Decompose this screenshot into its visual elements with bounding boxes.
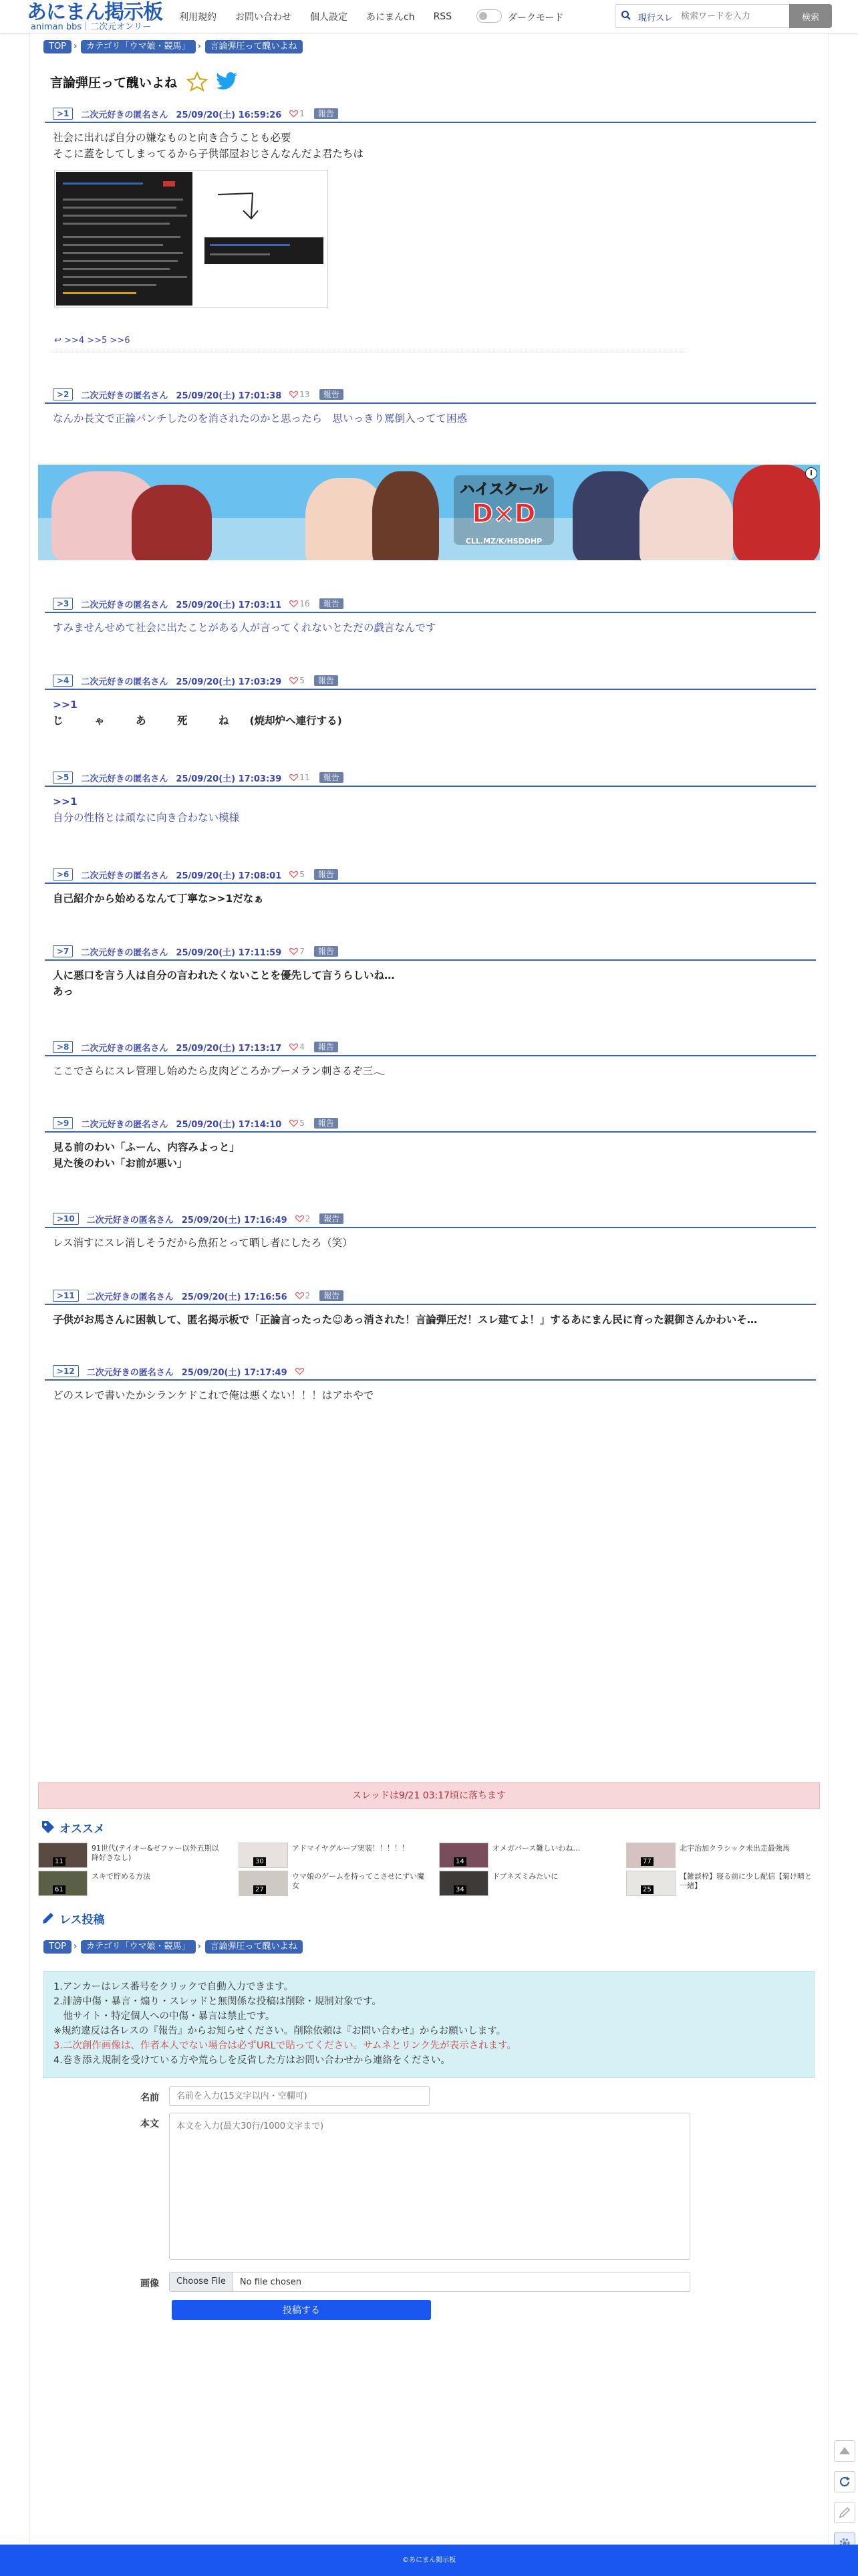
comment-count: 30 [253, 1857, 266, 1866]
heart-icon [289, 110, 298, 118]
posting-rules [43, 1971, 815, 2078]
post-date: 25/09/20(土) 16:59:26 [176, 110, 282, 120]
ad-url: CLL.MZ/K/HSDDHP [465, 537, 543, 546]
post-date: 25/09/20(土) 17:17:49 [181, 1367, 287, 1378]
recommend-title-text: 91世代(テイオー&ゼファー以外五期以降好きなし) [92, 1844, 219, 1862]
heart-icon [289, 1043, 298, 1051]
breadcrumb-bottom [43, 1939, 312, 1955]
recommend-heading [41, 1819, 105, 1836]
report-button[interactable]: 報告 [314, 675, 338, 686]
post-line: あっ [53, 985, 74, 998]
post-number[interactable]: >7 [53, 945, 73, 957]
post-number[interactable]: >2 [53, 388, 73, 400]
like-count: 5 [299, 870, 305, 879]
post-header [45, 1042, 816, 1056]
post-number[interactable]: >4 [53, 675, 73, 687]
post-line: レス消すにスレ消しそうだから魚拓とって晒し者にしたろ（笑） [53, 1237, 353, 1249]
like-button[interactable] [289, 1042, 305, 1052]
post-3 [45, 598, 816, 638]
rule-line: 1.アンカーはレス番号をクリックで自動入力できます。 [53, 1982, 294, 1992]
nav-contact[interactable]: お問い合わせ [235, 12, 291, 23]
reload-icon [837, 2474, 852, 2489]
reply-anchor[interactable]: >>1 [53, 796, 78, 808]
logo-subtitle: animan bbs｜二次元オンリー [31, 22, 152, 32]
twitter-share-icon[interactable] [216, 72, 239, 92]
poster-name: 二次元好きの匿名さん [81, 600, 168, 610]
rule-line: 4.巻き添え規制を受けている方や荒らしを反省した方はお問い合わせから連絡をください。 [53, 2055, 450, 2066]
post-number[interactable]: >11 [53, 1290, 79, 1302]
heart-icon [289, 774, 298, 782]
like-button[interactable] [289, 1119, 305, 1128]
dark-mode-toggle[interactable] [476, 9, 502, 23]
nav-terms[interactable]: 利用規約 [179, 12, 217, 23]
post-4 [45, 675, 816, 729]
post-body [45, 1235, 816, 1251]
nav-settings[interactable]: 個人設定 [310, 12, 347, 23]
post-body [45, 130, 816, 162]
like-count: 7 [299, 947, 305, 956]
post-body [45, 1312, 816, 1328]
nav-animanch[interactable]: あにまんch [366, 12, 415, 23]
poster-name: 二次元好きの匿名さん [81, 774, 168, 784]
like-button[interactable] [289, 870, 305, 879]
search-box [615, 4, 831, 28]
recommend-title-text: スキで貯める方法 [92, 1872, 150, 1881]
report-button[interactable]: 報告 [314, 108, 338, 119]
post-header [45, 108, 816, 123]
post-number[interactable]: >6 [53, 868, 73, 881]
post-6 [45, 869, 816, 909]
post-line: 人に悪口を言う人は自分の言われたくないことを優先して言うらしいね… [53, 969, 395, 981]
post-header [45, 869, 816, 884]
comment-count: 77 [641, 1857, 654, 1866]
post-line: ここでさらにスレ管理し始めたら皮肉どころかブーメラン刺さるぞ三𓂃 [53, 1065, 386, 1077]
recommend-title: オススメ [59, 1822, 105, 1836]
like-button[interactable] [295, 1367, 305, 1375]
like-button[interactable] [289, 390, 309, 399]
heart-icon [295, 1292, 304, 1300]
ad-info-icon[interactable]: i [805, 467, 817, 479]
post-line: 社会に出れば自分の嫌なものと向き合うことも必要 [53, 132, 291, 144]
search-button[interactable]: 検索 [789, 4, 832, 28]
logo-title: あにまん掲示板 [27, 1, 162, 24]
svg-text:ハイスクール: ハイスクール [460, 481, 548, 498]
post-line: そこに蓋をしてしまってるから子供部屋おじさんなんだよ君たちは [53, 148, 364, 160]
post-header [45, 1366, 816, 1381]
post-line: 見た後のわい「お前が悪い」 [53, 1157, 188, 1169]
footer: ©あにまん掲示板 [0, 2545, 858, 2576]
heart-icon [289, 947, 298, 955]
post-line: 自己紹介から始めるなんて丁寧な>>1だなぁ [53, 893, 264, 905]
poster-name: 二次元好きの匿名さん [81, 390, 168, 401]
name-label: 名前 [140, 2093, 159, 2103]
poster-name: 二次元好きの匿名さん [81, 870, 168, 881]
post-line: じ ゃ あ 死 ね (焼却炉へ連行する) [53, 715, 342, 727]
post-header [45, 598, 816, 613]
heart-icon [289, 677, 298, 685]
like-count: 16 [299, 599, 310, 608]
post-date: 25/09/20(土) 17:03:39 [176, 774, 282, 784]
post-body [45, 891, 816, 907]
ad-logo [450, 469, 558, 552]
post-8 [45, 1042, 816, 1082]
recommend-title-text: オメガバース難しいわね… [492, 1844, 581, 1853]
thread-title: 言論弾圧って醜いよね [50, 75, 178, 90]
hand-drawn-arrow [215, 191, 269, 224]
nav-rss[interactable]: RSS [433, 11, 452, 22]
post-10 [45, 1213, 816, 1254]
write-button[interactable] [834, 2502, 855, 2523]
post-date: 25/09/20(土) 17:03:11 [176, 600, 282, 610]
recommend-title-text: ドブネズミみたいに [492, 1872, 559, 1881]
header-nav [179, 0, 470, 33]
search-icon [621, 10, 631, 21]
recommend-title-text: 【雑談枠】寝る前に少し配信【菊け晴と一緒】 [680, 1872, 812, 1890]
post-header [45, 1213, 816, 1228]
like-button[interactable] [289, 773, 309, 782]
post-body [45, 620, 816, 636]
like-count: 2 [305, 1291, 311, 1300]
poster-name: 二次元好きの匿名さん [81, 947, 168, 958]
body-textarea[interactable] [169, 2113, 690, 2260]
rule-line: 3.二次創作画像は、作者本人でない場合は必ずURLで貼ってください。サムネとリンク先が表示されます。 [53, 2040, 517, 2051]
like-button[interactable] [289, 599, 309, 608]
post-date: 25/09/20(土) 17:16:56 [181, 1292, 287, 1302]
file-status: No file chosen [239, 2276, 301, 2287]
post-1 [45, 108, 816, 362]
image-file-input[interactable] [169, 2272, 690, 2292]
comment-count: 25 [641, 1885, 654, 1894]
recommend-item[interactable] [439, 1871, 626, 1896]
poster-name: 二次元好きの匿名さん [81, 1043, 168, 1054]
recommend-title-text: ウマ娘のゲームを持ってこさせにずい魔女 [292, 1872, 424, 1890]
post-date: 25/09/20(土) 17:08:01 [176, 870, 282, 881]
breadcrumb-top[interactable]: TOP [43, 40, 72, 53]
report-button[interactable]: 報告 [314, 946, 338, 957]
svg-text:D×D: D×D [472, 499, 536, 528]
post-body [45, 411, 816, 427]
like-count: 13 [299, 390, 310, 399]
comment-count: 11 [53, 1857, 65, 1866]
body-label: 本文 [140, 2119, 159, 2129]
arrow-up-icon [837, 2444, 852, 2458]
post-header [45, 389, 816, 404]
poster-name: 二次元好きの匿名さん [81, 1119, 168, 1130]
recommend-item[interactable] [38, 1871, 225, 1896]
recommend-list [38, 1843, 820, 1896]
like-button[interactable] [295, 1214, 311, 1223]
post-number[interactable]: >1 [53, 108, 73, 120]
breadcrumb [43, 39, 312, 55]
post-5 [45, 772, 816, 826]
name-input[interactable] [169, 2086, 430, 2106]
poster-name: 二次元好きの匿名さん [81, 677, 168, 687]
main-content [29, 33, 829, 2545]
reload-button[interactable] [834, 2471, 855, 2492]
like-button[interactable] [289, 676, 305, 685]
post-body [45, 967, 816, 1000]
like-button[interactable] [289, 947, 305, 956]
recommend-item[interactable] [38, 1843, 225, 1868]
poster-name: 二次元好きの匿名さん [86, 1292, 174, 1302]
heart-icon [289, 1119, 298, 1127]
post-body [45, 794, 816, 826]
report-button[interactable]: 報告 [319, 1290, 343, 1301]
like-button[interactable] [289, 109, 305, 118]
post-date: 25/09/20(土) 17:03:29 [176, 677, 282, 687]
rule-line: 他サイト・特定個人への中傷・暴言は禁止です。 [53, 2011, 275, 2022]
poster-name: 二次元好きの匿名さん [86, 1367, 174, 1378]
post-line: すみませんせめて社会に出たことがある人が言ってくれないとただの戯言なんです [53, 622, 436, 634]
post-number[interactable]: >12 [53, 1365, 79, 1377]
report-button[interactable]: 報告 [314, 869, 338, 880]
report-button[interactable]: 報告 [319, 598, 343, 609]
like-count: 2 [305, 1214, 311, 1223]
post-12 [45, 1366, 816, 1406]
comment-count: 27 [253, 1885, 266, 1894]
post-11 [45, 1290, 816, 1330]
comment-count: 14 [454, 1857, 466, 1866]
report-button[interactable]: 報告 [319, 389, 343, 400]
post-date: 25/09/20(土) 17:01:38 [176, 390, 282, 401]
submit-button[interactable]: 投稿する [172, 2300, 431, 2320]
thread-title-row [50, 70, 239, 94]
breadcrumb-top[interactable]: TOP [43, 1940, 72, 1954]
post-9 [45, 1118, 816, 1171]
recommend-item[interactable] [439, 1843, 626, 1868]
comment-count: 61 [53, 1885, 65, 1894]
post-number[interactable]: >3 [53, 598, 73, 610]
post-line: 子供がお馬さんに困執して、匿名掲示板で「正論言ったった☺あっ消された！言論弾圧だ！スレ建てよ！」するあにまん民に育った親御さんかわいそ… [53, 1314, 758, 1326]
breadcrumb-thread[interactable]: › 言論弾圧って醜いよね [205, 40, 303, 53]
pencil-icon [41, 1911, 55, 1925]
site-logo[interactable] [27, 3, 170, 32]
dark-mode-label: ダークモード [508, 13, 564, 23]
heart-icon [289, 600, 298, 608]
post-header [45, 772, 816, 787]
reply-anchors[interactable]: >>4 >>5 >>6 [64, 336, 130, 346]
recommend-item[interactable] [626, 1871, 813, 1896]
report-button[interactable]: 報告 [314, 1118, 338, 1129]
like-count: 11 [299, 773, 310, 782]
reply-links[interactable] [54, 336, 130, 346]
recommend-item[interactable] [239, 1871, 426, 1896]
rule-line: 2.誹謗中傷・暴言・煽り・スレッドと無関係な投稿は削除・規制対象です。 [53, 1996, 382, 2007]
like-count: 1 [299, 109, 305, 118]
like-count: 5 [299, 1119, 305, 1128]
search-scope[interactable]: 現行スレ [638, 13, 674, 23]
heart-icon [295, 1367, 304, 1375]
post-header [45, 675, 816, 690]
post-line: なんか長文で正論パンチしたのを消されたのかと思ったら 思いっきり罵倒入ってて困惑 [53, 413, 468, 425]
heart-icon [295, 1215, 304, 1223]
poster-name: 二次元好きの匿名さん [81, 110, 168, 120]
post-header [45, 1118, 816, 1133]
favorite-star-icon[interactable] [186, 71, 208, 92]
post-2 [45, 389, 816, 429]
comment-count: 34 [454, 1885, 466, 1894]
post-line: 自分の性格とは頑なに向き合わない模様 [53, 812, 240, 824]
post-line: どのスレで書いたかシランケドこれで俺は悪くない！！！はアホやで [53, 1389, 374, 1401]
post-date: 25/09/20(土) 17:14:10 [176, 1119, 282, 1130]
heart-icon [289, 870, 298, 879]
site-header [0, 0, 858, 33]
reply-heading [41, 1909, 105, 1927]
post-number[interactable]: >10 [53, 1213, 79, 1225]
tag-icon [41, 1820, 55, 1835]
recommend-item[interactable] [239, 1843, 426, 1868]
image-label: 画像 [140, 2278, 159, 2289]
scroll-top-button[interactable] [834, 2440, 855, 2462]
post-date: 25/09/20(土) 17:16:49 [181, 1215, 287, 1225]
report-button[interactable]: 報告 [314, 1042, 338, 1052]
post-date: 25/09/20(土) 17:11:59 [176, 947, 282, 958]
thread-expiry-notice: スレッドは9/21 03:17頃に落ちます [38, 1782, 820, 1809]
breadcrumb-thread[interactable]: › 言論弾圧って醜いよね [205, 1940, 303, 1954]
like-count: 5 [299, 676, 305, 685]
post-line: 見る前のわい「ふーん、内容みよっと」 [53, 1141, 240, 1153]
reply-anchor[interactable]: >>1 [53, 699, 78, 711]
reply-icon: ↩︎ [54, 336, 65, 346]
breadcrumb-category[interactable]: › カテゴリ「ウマ娘・競馬」 [81, 40, 195, 53]
reply-title: レス投稿 [59, 1913, 105, 1927]
report-button[interactable]: 報告 [319, 1213, 343, 1224]
post-body [45, 697, 816, 729]
attached-image[interactable] [54, 170, 328, 308]
post-body [45, 1139, 816, 1171]
recommend-item[interactable] [626, 1843, 813, 1868]
post-body [45, 1063, 816, 1079]
pencil-icon [837, 2505, 852, 2520]
poster-name: 二次元好きの匿名さん [86, 1215, 174, 1225]
like-button[interactable] [295, 1291, 311, 1300]
post-number[interactable]: >9 [53, 1117, 73, 1129]
post-header [45, 946, 816, 961]
post-header [45, 1290, 816, 1305]
choose-file-button[interactable]: Choose File [170, 2272, 233, 2291]
post-body [45, 1387, 816, 1403]
post-7 [45, 946, 816, 1000]
post-number[interactable]: >5 [53, 772, 73, 784]
recommend-title-text: 北宇治加クラシック未出走最強馬 [680, 1844, 790, 1853]
post-number[interactable]: >8 [53, 1041, 73, 1053]
report-button[interactable]: 報告 [319, 772, 343, 783]
recommend-title-text: アドマイヤグループ実装！！！！！ [292, 1844, 409, 1853]
post-date: 25/09/20(土) 17:13:17 [176, 1043, 282, 1054]
rule-line: ※規約違反は各レスの『報告』からお知らせください。削除依頼は『お問い合わせ』からお願いします。 [53, 2026, 507, 2036]
search-input[interactable] [681, 7, 768, 25]
breadcrumb-category[interactable]: › カテゴリ「ウマ娘・競馬」 [81, 1940, 195, 1954]
like-count: 4 [299, 1042, 305, 1052]
advertisement-banner[interactable] [38, 465, 820, 560]
heart-icon [289, 390, 298, 398]
